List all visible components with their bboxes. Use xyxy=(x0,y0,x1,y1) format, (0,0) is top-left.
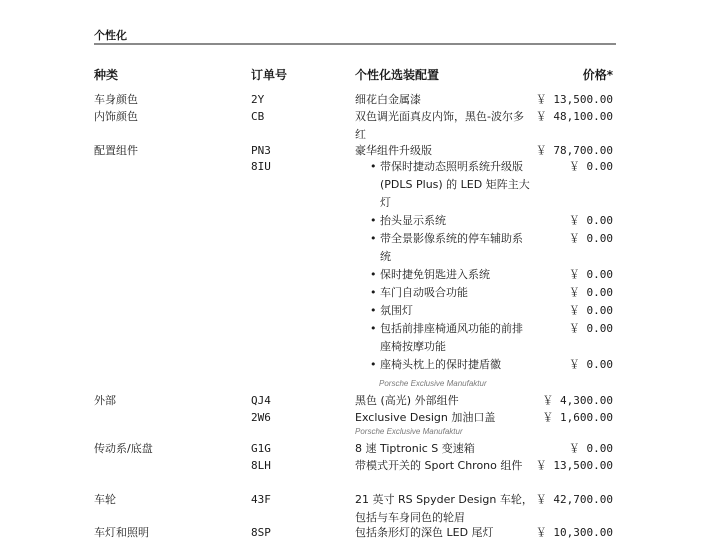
row-price: ￥ 0.00 xyxy=(568,268,613,281)
header-price: 价格* xyxy=(582,68,613,82)
bullet-icon: • xyxy=(370,358,377,371)
row-config: 黑色 (高光) 外部组件 xyxy=(355,394,459,407)
row-order-number: PN3 xyxy=(251,144,271,157)
row-config: 豪华组件升级版 xyxy=(355,144,432,157)
row-config: 8 速 Tiptronic S 变速箱 xyxy=(355,442,475,455)
row-price: ￥ 0.00 xyxy=(568,160,613,173)
row-price: ￥ 0.00 xyxy=(568,322,613,335)
row-config: 带模式开关的 Sport Chrono 组件 xyxy=(355,459,523,472)
section-divider xyxy=(94,43,616,45)
row-price: ￥ 0.00 xyxy=(568,214,613,227)
row-config: 双色调光面真皮内饰，黑色-波尔多红 xyxy=(355,110,524,141)
row-category: 车身颜色 xyxy=(94,93,138,106)
row-price: ￥ 48,100.00 xyxy=(535,110,613,123)
row-price: ￥ 13,500.00 xyxy=(535,93,613,106)
header-category: 种类 xyxy=(94,68,119,82)
package-item xyxy=(371,284,531,302)
row-config: 21 英寸 RS Spyder Design 车轮，包括与车身同色的轮眉 xyxy=(355,493,533,524)
bullet-icon: • xyxy=(370,214,377,227)
bullet-icon: • xyxy=(370,268,377,281)
row-price: ￥ 4,300.00 xyxy=(542,394,613,407)
manufaktur-note: Porsche Exclusive Manufaktur xyxy=(379,379,487,388)
row-price: ￥ 0.00 xyxy=(568,442,613,455)
package-item xyxy=(371,212,531,230)
row-price: ￥ 0.00 xyxy=(568,304,613,317)
row-price: ￥ 42,700.00 xyxy=(535,493,613,506)
package-item xyxy=(371,320,531,356)
package-item-label: 抬头显示系统 xyxy=(380,214,446,227)
row-order-number: G1G xyxy=(251,442,271,455)
row-config: 包括条形灯的深色 LED 尾灯 xyxy=(355,526,494,539)
manufaktur-note: Porsche Exclusive Manufaktur xyxy=(355,427,463,436)
package-item-label: 车门自动吸合功能 xyxy=(380,286,468,299)
row-order-number: 8IU xyxy=(251,160,271,173)
row-order-number: CB xyxy=(251,110,265,123)
row-category: 配置组件 xyxy=(94,144,138,157)
row-category: 外部 xyxy=(94,394,116,407)
package-item xyxy=(371,158,531,212)
bullet-icon: • xyxy=(370,232,377,245)
row-order-number: 43F xyxy=(251,493,271,506)
package-item-label: 带保时捷动态照明系统升级版 (PDLS Plus) 的 LED 矩阵主大灯 xyxy=(380,160,530,209)
package-item xyxy=(371,302,531,320)
package-item-label: 带全景影像系统的停车辅助系统 xyxy=(380,232,523,263)
row-category: 车灯和照明 xyxy=(94,526,149,539)
package-item-label: 氛围灯 xyxy=(380,304,413,317)
row-price: ￥ 10,300.00 xyxy=(535,526,613,539)
row-category: 传动系/底盘 xyxy=(94,442,153,455)
row-order-number: 8LH xyxy=(251,459,271,472)
bullet-icon: • xyxy=(370,304,377,317)
row-category: 车轮 xyxy=(94,493,116,506)
row-order-number: 2W6 xyxy=(251,411,271,424)
row-order-number: 2Y xyxy=(251,93,265,106)
bullet-icon: • xyxy=(370,322,377,335)
header-order-number: 订单号 xyxy=(251,68,288,82)
row-price: ￥ 13,500.00 xyxy=(535,459,613,472)
package-item xyxy=(371,266,531,284)
package-item xyxy=(371,356,531,374)
row-category: 内饰颜色 xyxy=(94,110,138,123)
row-price: ￥ 0.00 xyxy=(568,286,613,299)
bullet-icon: • xyxy=(370,160,377,173)
row-order-number: QJ4 xyxy=(251,394,271,407)
row-price: ￥ 0.00 xyxy=(568,358,613,371)
row-price: ￥ 0.00 xyxy=(568,232,613,245)
package-item-label: 包括前排座椅通风功能的前排座椅按摩功能 xyxy=(380,322,523,353)
row-price: ￥ 1,600.00 xyxy=(542,411,613,424)
package-item-label: 保时捷免钥匙进入系统 xyxy=(380,268,490,281)
row-config: 细花白金属漆 xyxy=(355,93,421,106)
row-price: ￥ 78,700.00 xyxy=(535,144,613,157)
row-config: Exclusive Design 加油口盖 xyxy=(355,411,496,424)
section-title: 个性化 xyxy=(94,29,127,42)
header-config: 个性化选装配置 xyxy=(355,68,440,82)
bullet-icon: • xyxy=(370,286,377,299)
package-item-label: 座椅头枕上的保时捷盾徽 xyxy=(380,358,501,371)
package-item xyxy=(371,230,531,266)
row-order-number: 8SP xyxy=(251,526,271,539)
